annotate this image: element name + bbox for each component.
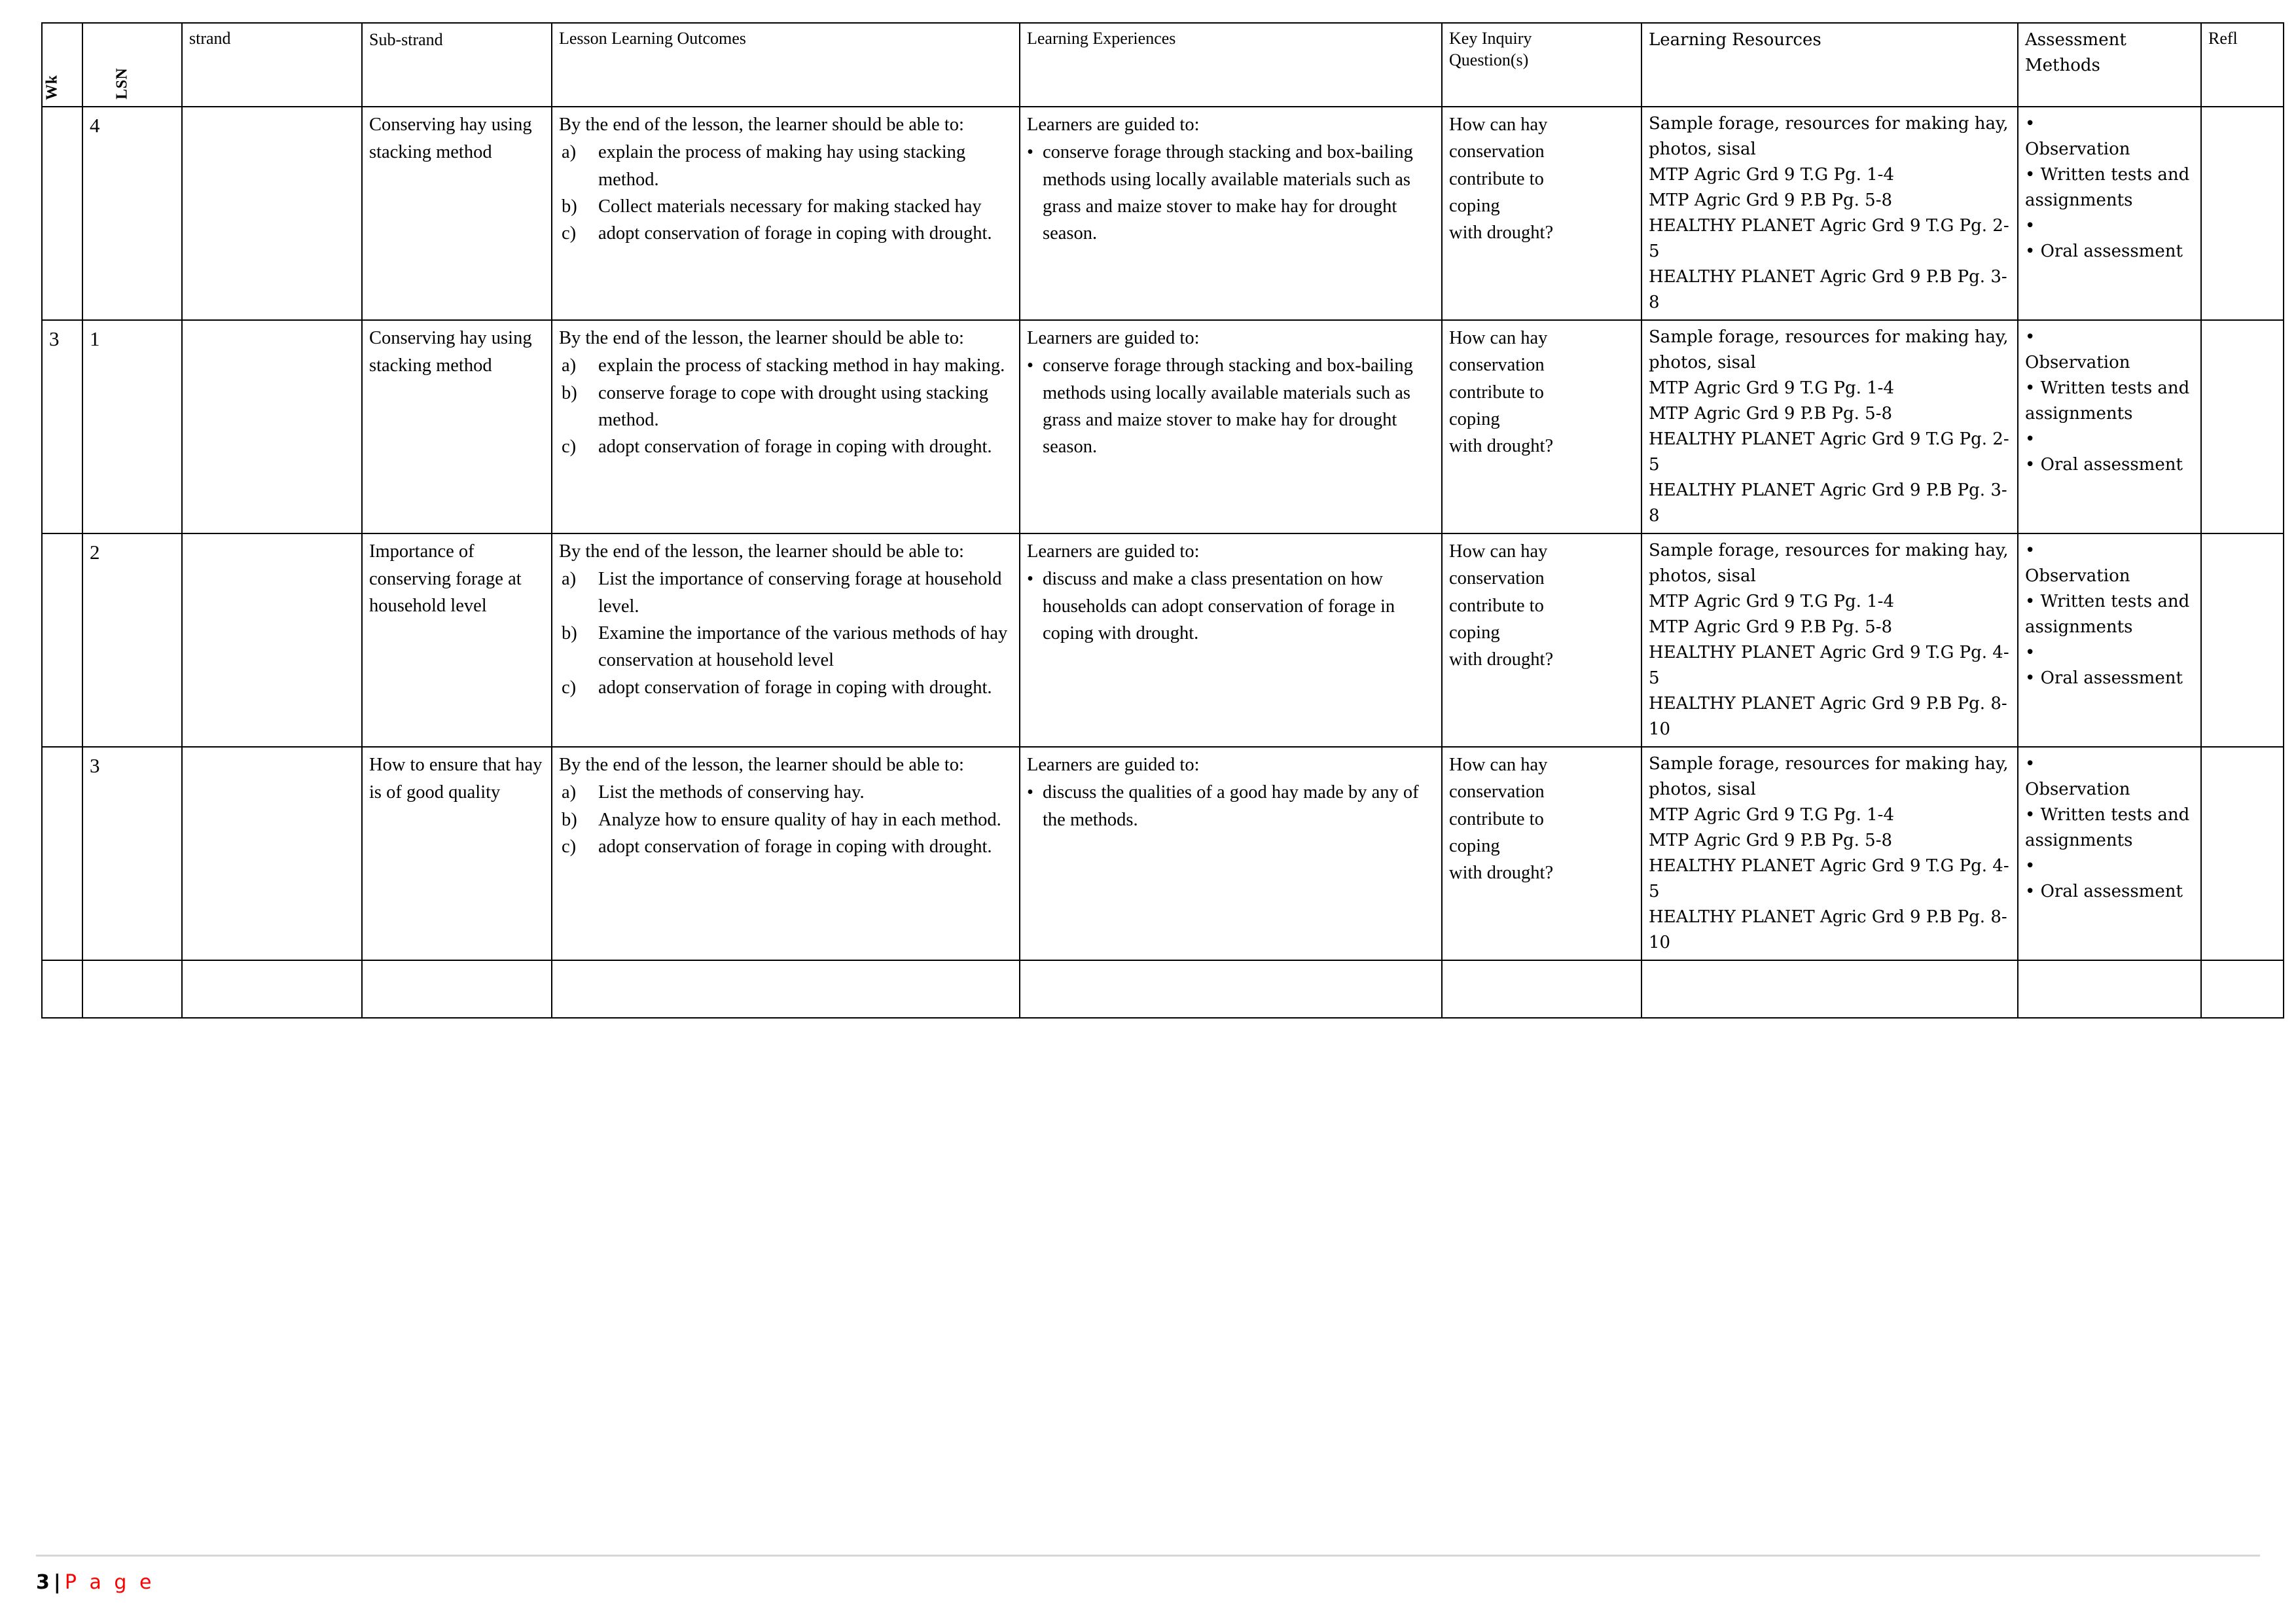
key-inquiry-line: with drought? — [1449, 223, 1554, 244]
experience-item-text: discuss and make a class presentation on how households can adopt conservation of forage in coping with drought. — [1043, 569, 1395, 643]
footer-text — [36, 1571, 2261, 1594]
assessment-method-item: • — [2025, 643, 2036, 662]
assessment-method-item: • Written tests and assignments — [2025, 165, 2190, 210]
key-inquiry-line-1: Key Inquiry — [1449, 29, 1532, 48]
column-header-strand: strand — [182, 23, 362, 107]
experience-item-text: conserve forage through stacking and box-bailing methods using locally available materials such as grass and maize stover to make hay for drought season. — [1043, 355, 1413, 458]
outcome-item-text: conserve forage to cope with drought using stacking method. — [598, 382, 988, 430]
experience-item — [1027, 352, 1436, 460]
cell-lesson-learning-outcomes — [552, 320, 1020, 533]
learning-resource-item: MTP Agric Grd 9 P.B Pg. 5-8 — [1649, 831, 1893, 850]
learning-resource-item: HEALTHY PLANET Agric Grd 9 P.B Pg. 3-8 — [1649, 480, 2007, 526]
key-inquiry-line: contribute to — [1449, 808, 1544, 829]
cell-strand — [182, 960, 362, 1018]
outcome-item — [559, 833, 1014, 860]
learning-resource-item: HEALTHY PLANET Agric Grd 9 P.B Pg. 3-8 — [1649, 267, 2007, 312]
key-inquiry-line: conservation — [1449, 568, 1545, 589]
assessment-method-item: Observation — [2025, 353, 2130, 372]
outcome-item-text: Examine the importance of the various methods of hay conservation at household level — [598, 623, 1008, 671]
assessment-method-item: • — [2025, 429, 2036, 449]
cell-lesson-learning-outcomes — [552, 107, 1020, 320]
key-inquiry-line: How can hay — [1449, 755, 1548, 775]
learning-resource-item: HEALTHY PLANET Agric Grd 9 T.G Pg. 4-5 — [1649, 643, 2009, 688]
outcome-item-marker: b) — [562, 623, 577, 643]
cell-learning-experiences — [1020, 960, 1442, 1018]
experience-item — [1027, 566, 1436, 647]
cell-sub-strand: Conserving hay using stacking method — [362, 107, 552, 320]
outcomes-list — [559, 352, 1014, 460]
assessment-line-1: Assessment — [2025, 30, 2126, 50]
column-header-lsn — [82, 23, 182, 107]
outcome-item-marker: a) — [562, 782, 577, 803]
cell-assessment-methods — [2018, 960, 2201, 1018]
key-inquiry-line: contribute to — [1449, 168, 1544, 189]
cell-strand — [182, 533, 362, 747]
key-inquiry-line: coping — [1449, 835, 1500, 856]
outcome-item-marker: c) — [562, 836, 577, 857]
cell-sub-strand: Conserving hay using stacking method — [362, 320, 552, 533]
cell-reflection — [2201, 747, 2284, 960]
assessment-method-item: • — [2025, 216, 2036, 236]
column-header-assessment-methods — [2018, 23, 2201, 107]
cell-sub-strand: How to ensure that hay is of good quality — [362, 747, 552, 960]
bullet-icon: • — [1027, 782, 1033, 803]
outcome-item-marker: a) — [562, 142, 577, 163]
footer-page-number: 3 — [36, 1571, 50, 1594]
outcome-item — [559, 352, 1014, 379]
experience-item — [1027, 779, 1436, 833]
key-inquiry-line: coping — [1449, 195, 1500, 216]
cell-strand — [182, 320, 362, 533]
cell-learning-experiences — [1020, 320, 1442, 533]
outcome-item-text: explain the process of making hay using stacking method. — [598, 142, 966, 190]
table-row — [42, 533, 2284, 747]
learning-resource-item: HEALTHY PLANET Agric Grd 9 T.G Pg. 2-5 — [1649, 216, 2009, 261]
cell-key-inquiry-question — [1442, 107, 1641, 320]
outcomes-lead-text: By the end of the lesson, the learner should be able to: — [559, 115, 964, 135]
cell-learning-resources — [1641, 747, 2018, 960]
cell-lesson-number: 3 — [82, 747, 182, 960]
footer-divider — [36, 1555, 2260, 1557]
learning-resource-item: HEALTHY PLANET Agric Grd 9 P.B Pg. 8-10 — [1649, 694, 2007, 739]
outcomes-lead-text: By the end of the lesson, the learner should be able to: — [559, 328, 964, 348]
key-inquiry-line: with drought? — [1449, 863, 1554, 884]
outcome-item-text: adopt conservation of forage in coping with drought. — [598, 836, 992, 857]
assessment-line-2: Methods — [2025, 56, 2100, 75]
outcome-item-text: Collect materials necessary for making stacked hay — [598, 196, 982, 217]
cell-learning-resources — [1641, 960, 2018, 1018]
cell-week — [42, 533, 82, 747]
assessment-method-item: • — [2025, 541, 2036, 560]
learning-resource-item: MTP Agric Grd 9 T.G Pg. 1-4 — [1649, 805, 1894, 825]
cell-lesson-number — [82, 960, 182, 1018]
scheme-of-work-table — [41, 22, 2284, 1019]
cell-learning-experiences — [1020, 747, 1442, 960]
column-header-key-inquiry-questions — [1442, 23, 1641, 107]
table-header — [42, 23, 2284, 107]
cell-lesson-number: 2 — [82, 533, 182, 747]
experience-item-text: discuss the qualities of a good hay made by any of the methods. — [1043, 782, 1419, 830]
column-header-refl: Refl — [2201, 23, 2284, 107]
assessment-method-item: • — [2025, 327, 2036, 347]
learning-resource-item: Sample forage, resources for making hay, photos, sisal — [1649, 327, 2009, 372]
bullet-icon: • — [1027, 569, 1033, 590]
outcome-item-marker: b) — [562, 809, 577, 830]
key-inquiry-line: How can hay — [1449, 541, 1548, 562]
key-inquiry-line: conservation — [1449, 141, 1545, 162]
learning-resource-item: MTP Agric Grd 9 T.G Pg. 1-4 — [1649, 378, 1894, 398]
cell-lesson-number: 1 — [82, 320, 182, 533]
learning-resource-item: Sample forage, resources for making hay, photos, sisal — [1649, 754, 2009, 799]
cell-assessment-methods — [2018, 107, 2201, 320]
column-header-learning-experiences: Learning Experiences — [1020, 23, 1442, 107]
outcome-item — [559, 139, 1014, 193]
outcome-item-marker: c) — [562, 677, 577, 698]
key-inquiry-line: coping — [1449, 622, 1500, 643]
table-row — [42, 320, 2284, 533]
cell-learning-resources — [1641, 320, 2018, 533]
outcomes-lead-text: By the end of the lesson, the learner should be able to: — [559, 755, 964, 775]
key-inquiry-line: conservation — [1449, 355, 1545, 376]
cell-learning-experiences — [1020, 107, 1442, 320]
table-row — [42, 747, 2284, 960]
experience-item — [1027, 139, 1436, 247]
cell-strand — [182, 747, 362, 960]
outcome-item-text: List the methods of conserving hay. — [598, 782, 865, 803]
experiences-lead-text: Learners are guided to: — [1027, 541, 1200, 562]
cell-lesson-learning-outcomes — [552, 533, 1020, 747]
outcome-item — [559, 779, 1014, 806]
cell-reflection — [2201, 533, 2284, 747]
cell-strand — [182, 107, 362, 320]
cell-reflection — [2201, 107, 2284, 320]
column-header-learning-resources: Learning Resources — [1641, 23, 2018, 107]
outcome-item-marker: c) — [562, 223, 577, 244]
key-inquiry-line: How can hay — [1449, 115, 1548, 135]
footer-page-word: P a g e — [64, 1571, 155, 1594]
cell-week — [42, 747, 82, 960]
cell-reflection — [2201, 960, 2284, 1018]
cell-week: 3 — [42, 320, 82, 533]
footer-separator: | — [53, 1571, 61, 1594]
cell-assessment-methods — [2018, 320, 2201, 533]
experiences-list — [1027, 566, 1436, 647]
assessment-method-item: Observation — [2025, 139, 2130, 159]
cell-week — [42, 107, 82, 320]
key-inquiry-line: How can hay — [1449, 328, 1548, 348]
outcome-item — [559, 674, 1014, 701]
outcomes-lead-text: By the end of the lesson, the learner should be able to: — [559, 541, 964, 562]
experiences-list — [1027, 779, 1436, 833]
outcome-item-text: explain the process of stacking method in hay making. — [598, 355, 1005, 376]
bullet-icon: • — [1027, 142, 1033, 163]
cell-sub-strand — [362, 960, 552, 1018]
key-inquiry-line: with drought? — [1449, 649, 1554, 670]
assessment-method-item: Observation — [2025, 566, 2130, 586]
outcome-item — [559, 220, 1014, 247]
column-header-sub-strand: Sub-strand — [362, 23, 552, 107]
learning-resource-item: MTP Agric Grd 9 P.B Pg. 5-8 — [1649, 190, 1893, 210]
outcomes-list — [559, 139, 1014, 247]
learning-resource-item: MTP Agric Grd 9 T.G Pg. 1-4 — [1649, 592, 1894, 611]
table-body — [42, 107, 2284, 1018]
key-inquiry-line: coping — [1449, 408, 1500, 429]
key-inquiry-line: contribute to — [1449, 382, 1544, 403]
key-inquiry-line-2: Question(s) — [1449, 50, 1529, 70]
outcomes-list — [559, 566, 1014, 701]
assessment-method-item: • Written tests and assignments — [2025, 592, 2190, 637]
key-inquiry-line: conservation — [1449, 782, 1545, 803]
outcome-item-text: adopt conservation of forage in coping with drought. — [598, 223, 992, 244]
learning-resource-item: Sample forage, resources for making hay, photos, sisal — [1649, 541, 2009, 586]
cell-key-inquiry-question — [1442, 533, 1641, 747]
outcome-item-marker: b) — [562, 196, 577, 217]
outcome-item — [559, 433, 1014, 460]
experiences-lead-text: Learners are guided to: — [1027, 328, 1200, 348]
cell-lesson-number: 4 — [82, 107, 182, 320]
outcome-item-text: Analyze how to ensure quality of hay in each method. — [598, 809, 1001, 830]
key-inquiry-line: contribute to — [1449, 595, 1544, 616]
cell-learning-resources — [1641, 107, 2018, 320]
cell-key-inquiry-question — [1442, 747, 1641, 960]
learning-resource-item: HEALTHY PLANET Agric Grd 9 T.G Pg. 2-5 — [1649, 429, 2009, 475]
cell-key-inquiry-question — [1442, 960, 1641, 1018]
learning-resource-item: HEALTHY PLANET Agric Grd 9 P.B Pg. 8-10 — [1649, 907, 2007, 952]
outcome-item — [559, 806, 1014, 833]
page-footer — [36, 1555, 2261, 1594]
assessment-method-item: • — [2025, 114, 2036, 134]
assessment-method-item: Observation — [2025, 780, 2130, 799]
outcomes-list — [559, 779, 1014, 860]
outcome-item — [559, 380, 1014, 434]
outcome-item-text: List the importance of conserving forage at household level. — [598, 569, 1002, 617]
column-header-lsn-label: LSN — [113, 67, 131, 100]
cell-learning-resources — [1641, 533, 2018, 747]
cell-learning-experiences — [1020, 533, 1442, 747]
experiences-list — [1027, 139, 1436, 247]
key-inquiry-line: with drought? — [1449, 436, 1554, 457]
bullet-icon: • — [1027, 355, 1033, 376]
experience-item-text: conserve forage through stacking and box-bailing methods using locally available materials such as grass and maize stover to make hay for drought season. — [1043, 142, 1413, 244]
outcome-item-marker: a) — [562, 355, 577, 376]
learning-resource-item: HEALTHY PLANET Agric Grd 9 T.G Pg. 4-5 — [1649, 856, 2009, 901]
learning-resource-item: Sample forage, resources for making hay, photos, sisal — [1649, 114, 2009, 159]
outcome-item-marker: a) — [562, 569, 577, 590]
cell-assessment-methods — [2018, 747, 2201, 960]
assessment-method-item: • Oral assessment — [2025, 242, 2183, 261]
outcome-item-marker: b) — [562, 382, 577, 403]
column-header-wk — [42, 23, 82, 107]
experiences-lead-text: Learners are guided to: — [1027, 115, 1200, 135]
assessment-method-item: • Oral assessment — [2025, 455, 2183, 475]
outcome-item — [559, 620, 1014, 674]
cell-key-inquiry-question — [1442, 320, 1641, 533]
assessment-method-item: • Written tests and assignments — [2025, 378, 2190, 424]
cell-reflection — [2201, 320, 2284, 533]
assessment-method-item: • Oral assessment — [2025, 882, 2183, 901]
learning-resource-item: MTP Agric Grd 9 T.G Pg. 1-4 — [1649, 165, 1894, 185]
cell-lesson-learning-outcomes — [552, 747, 1020, 960]
outcome-item-text: adopt conservation of forage in coping with drought. — [598, 437, 992, 458]
cell-assessment-methods — [2018, 533, 2201, 747]
outcome-item-text: adopt conservation of forage in coping with drought. — [598, 677, 992, 698]
outcome-item — [559, 193, 1014, 220]
header-row — [42, 23, 2284, 107]
assessment-method-item: • Written tests and assignments — [2025, 805, 2190, 850]
assessment-method-item: • — [2025, 754, 2036, 774]
learning-resource-item: MTP Agric Grd 9 P.B Pg. 5-8 — [1649, 617, 1893, 637]
column-header-lesson-learning-outcomes: Lesson Learning Outcomes — [552, 23, 1020, 107]
outcome-item — [559, 566, 1014, 620]
experiences-list — [1027, 352, 1436, 460]
column-header-wk-label: Wk — [43, 75, 61, 101]
cell-week — [42, 960, 82, 1018]
experiences-lead-text: Learners are guided to: — [1027, 755, 1200, 775]
assessment-method-item: • Oral assessment — [2025, 668, 2183, 688]
learning-resource-item: MTP Agric Grd 9 P.B Pg. 5-8 — [1649, 404, 1893, 424]
assessment-method-item: • — [2025, 856, 2036, 876]
table-row — [42, 960, 2284, 1018]
cell-lesson-learning-outcomes — [552, 960, 1020, 1018]
table-row — [42, 107, 2284, 320]
cell-sub-strand: Importance of conserving forage at household level — [362, 533, 552, 747]
outcome-item-marker: c) — [562, 437, 577, 458]
